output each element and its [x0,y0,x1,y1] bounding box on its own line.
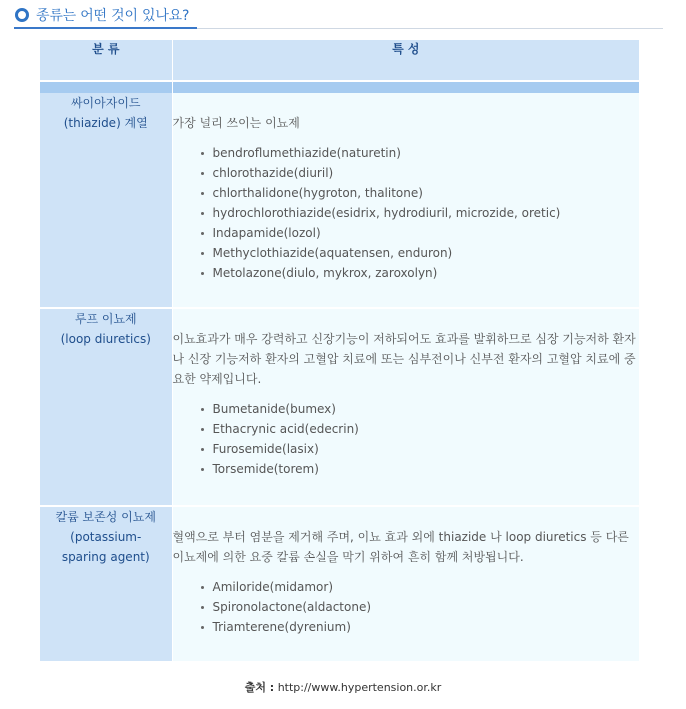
list-item: chlorothazide(diuril) [213,163,640,183]
list-item: Triamterene(dyrenium) [213,617,640,637]
feature-cell [172,93,639,308]
title-divider [197,28,663,29]
list-item: Amiloride(midamor) [213,577,640,597]
list-item: Furosemide(lasix) [213,439,640,459]
feature-description: 이뇨효과가 매우 강력하고 신장기능이 저하되어도 효과를 발휘하므로 심장 기능저하 환자나 신장 기능저하 환자의 고혈압 치료에 또는 심부전이나 신부전 환자의 고혈압 치료에 중요한 약제입니다. [172,332,636,386]
list-item: bendroflumethiazide(naturetin) [213,143,640,163]
list-item: Methyclothiazide(aquatensen, enduron) [213,243,640,263]
feature-description: 혈액으로 부터 염분을 제거해 주며, 이뇨 효과 외에 thiazide 나 loop diuretics 등 다른 이뇨제에 의한 요중 칼륨 손실을 막기 위하여 흔히 함께 처방됩니다. [172,530,629,564]
title-underline [14,27,197,29]
category-cell [40,506,172,661]
source-url: http://www.hypertension.or.kr [277,681,442,694]
category-line: (loop diuretics) [60,332,151,346]
category-line: 루프 이뇨제 [74,312,137,326]
header-feature: 특 성 [172,40,639,81]
diuretic-classification-table [40,40,639,661]
category-cell [40,308,172,506]
category-line: 칼륨 보존성 이뇨제 [55,510,156,524]
list-item: Metolazone(diulo, mykrox, zaroxolyn) [213,263,640,283]
table-header-row [40,40,639,81]
list-item: Indapamide(lozol) [213,223,640,243]
list-item: hydrochlorothiazide(esidrix, hydrodiuril, microzide, oretic) [213,203,640,223]
list-item: chlorthalidone(hygroton, thalitone) [213,183,640,203]
drug-list [173,577,640,637]
table-row [40,506,639,661]
circle-bullet-icon [15,8,29,22]
feature-description: 가장 널리 쓰이는 이뇨제 [172,116,300,130]
category-line: (thiazide) 계열 [63,116,148,130]
table-row [40,93,639,308]
drug-list [173,143,640,283]
list-item: Torsemide(torem) [213,459,640,479]
source-credit [0,679,686,695]
header-category: 분 류 [40,40,172,81]
feature-cell [172,308,639,506]
category-cell [40,93,172,308]
category-line: (potassium- [70,530,142,544]
category-line: 싸이아자이드 [70,96,141,110]
table-row [40,308,639,506]
header-separator [40,81,639,93]
list-item: Bumetanide(bumex) [213,399,640,419]
list-item: Ethacrynic acid(edecrin) [213,419,640,439]
category-line: sparing agent) [61,550,150,564]
list-item: Spironolactone(aldactone) [213,597,640,617]
source-label: 출처 : [244,681,275,694]
drug-list [173,399,640,479]
feature-cell [172,506,639,661]
section-title-text: 종류는 어떤 것이 있나요? [36,8,190,24]
section-title [15,5,189,25]
